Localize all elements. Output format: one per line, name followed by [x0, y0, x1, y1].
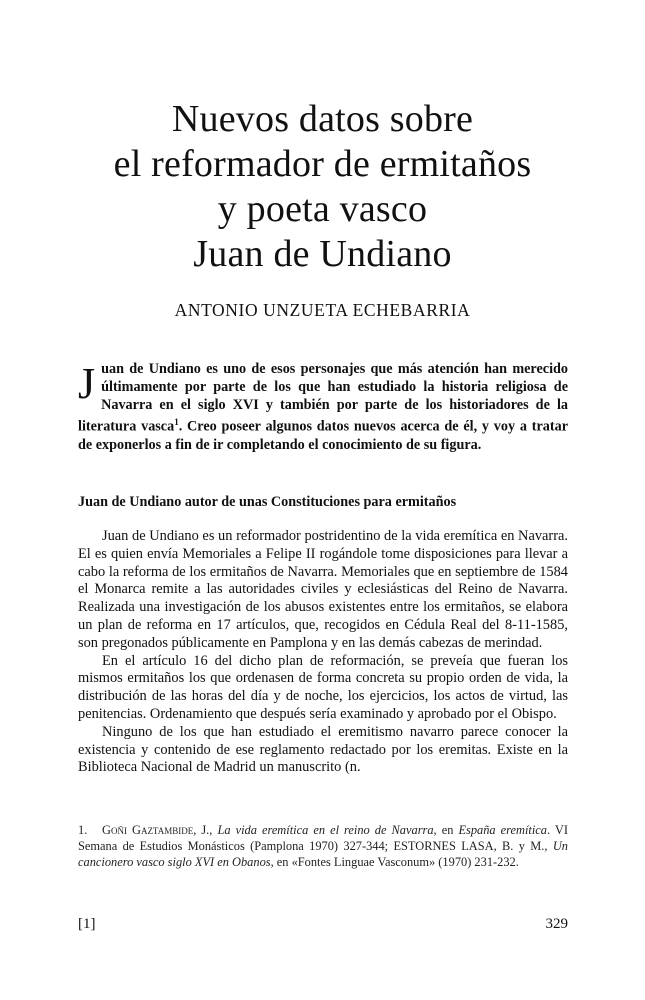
- author-name: ANTONIO UNZUETA ECHEBARRIA: [174, 300, 471, 320]
- abstract-text: uan de Undiano es uno de esos personajes que más atención han merecido últimamente por parte de los que han estudiado la historia religiosa de Navarra en el siglo XVI y también por parte de los historiadores de la literatura vasca: [78, 361, 568, 436]
- title-line: Nuevos datos sobre: [171, 98, 474, 140]
- section-heading: Juan de Undiano autor de unas Constituciones para ermitaños: [78, 494, 457, 510]
- footnote-text: , en: [433, 823, 459, 837]
- footnote-text: , J.,: [193, 823, 218, 837]
- footnote: [78, 823, 568, 870]
- footnote-title: Un cancionero vasco siglo XVI en Obanos: [78, 838, 568, 869]
- footnote-title: La vida eremítica en el reino de Navarra: [217, 823, 434, 837]
- body-text: [78, 528, 568, 777]
- page-marker: [1]: [78, 916, 96, 932]
- article-title: [60, 97, 585, 277]
- abstract-paragraph: [78, 361, 568, 455]
- title-line: el reformador de ermitaños: [113, 143, 532, 185]
- abstract-text-continued: . Creo poseer algunos datos nuevos acerca de él, y voy a tratar de exponerlos a fin de ir completando el conocimiento de su figura.: [78, 419, 568, 453]
- footnote-title: España eremítica: [458, 823, 547, 837]
- footnote-text: , en «Fontes Linguae Vasconum» (1970) 231-232.: [270, 854, 519, 869]
- footnote-reference[interactable]: 1: [174, 417, 179, 428]
- page-number: 329: [545, 916, 568, 932]
- footnote-divider: [78, 806, 568, 807]
- body-paragraph: En el artículo 16 del dicho plan de reformación, se preveía que fueran los mismos ermitaños los que ordenasen de forma concreta su propio orden de vida, la distribución de las horas del día y de noche, los ejercicios, los actos de virtud, las penitencias. Ordenamiento que después sería examinado y aprobado por el Obispo.: [78, 652, 568, 722]
- footnote-author: Goñi Gaztambide: [102, 823, 194, 837]
- body-paragraph: Ninguno de los que han estudiado el eremitismo navarro parece conocer la existencia y contenido de ese reglamento redactado por los eremitas. Existe en la Biblioteca Nacional de Madrid un manuscrito (n.: [78, 723, 568, 776]
- title-line: y poeta vasco: [217, 188, 428, 230]
- footnote-text: . VI Semana de Estudios Monásticos (Pamplona 1970) 327-344; ESTORNES LASA, B. y M.,: [78, 823, 568, 853]
- title-line: Juan de Undiano: [193, 233, 452, 275]
- drop-cap: J: [78, 359, 96, 408]
- body-paragraph: Juan de Undiano es un reformador postridentino de la vida eremítica en Navarra. El es quien envía Memoriales a Felipe II rogándole tome disposiciones para llevar a cabo la reforma de los ermitaños de Navarra. Memoriales que en septiembre de 1584 el Monarca remite a las autoridades civiles y eclesiásticas del Reino de Navarra. Realizada una investigación de los abusos existentes entre los ermitaños, se elabora un plan de reforma en 17 artículos, que, recogidos en Cédula Real del 8-11-1585, son pregonados públicamente en Pamplona y en las demás cabezas de merindad.: [78, 528, 568, 651]
- footnote-number: 1.: [78, 823, 88, 837]
